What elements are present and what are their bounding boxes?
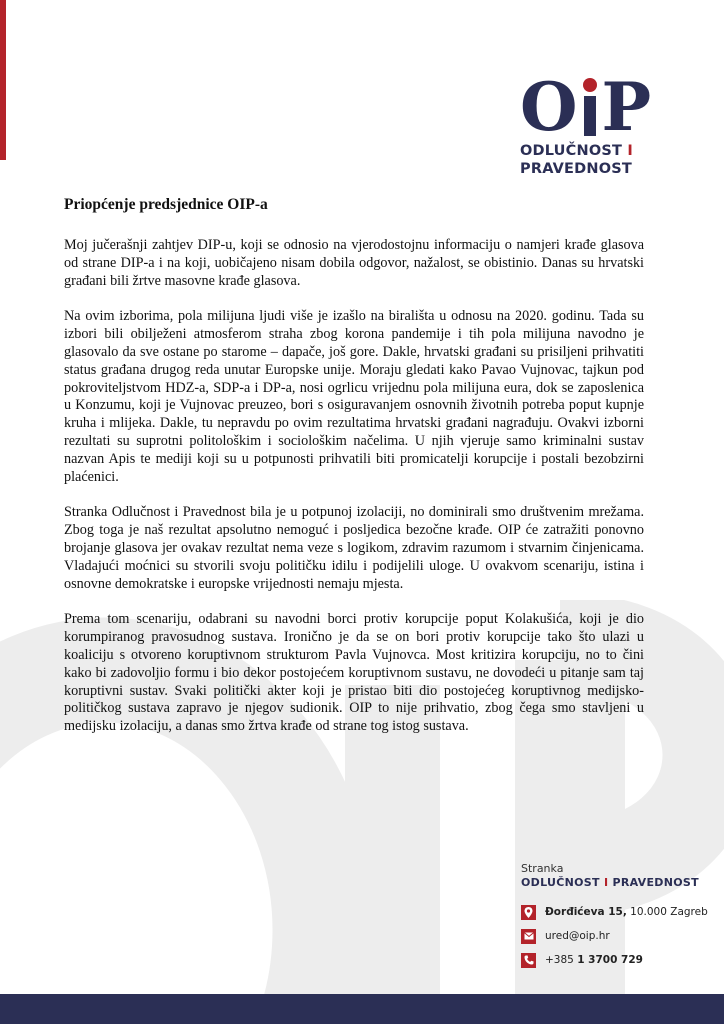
- footer-address: [521, 900, 708, 924]
- paragraph: Na ovim izborima, pola milijuna ljudi više je izašlo na birališta u odnosu na 2020. godinu. Tada su izbori bili obilježeni atmosferom straha zbog korona pandemije i tih pola milijuna navodno je glasovalo da sve ostane po starome – dapače, još gore. Dakle, hrvatski građani su prisiljeni prihvatiti status građana drugog reda unutar Europske unije. Moraju gledati kako Pavao Vujnovac, tajkun pod pokroviteljstvom HDZ-a, SDP-a i DP-a, nosi ogrlicu vrijednu pola milijuna eura, dok se zaposlenica u Konzumu, koji je Vujnovac preuzeo, bori s osiguravanjem osnovnih životnih potreba poput kupnje kruha i mlijeka. Dakle, tu nepravdu po ovim rezultatima hrvatski građani nagrađuju. Ovakvi izborni rezultati su suprotni politološkim i sociološkim načelima. U njih vjeruje samo kriminalni sustav nazvan Apis te mediji koji su u potpunosti prihvatili biti promicatelji korupcije i postali bezobzirni plaćenici.: [64, 308, 644, 485]
- paragraph: Moj jučerašnji zahtjev DIP-u, koji se odnosio na vjerodostojnu informaciju o namjeri krađe glasova od strane DIP-a i na koji, uobičajeno nisam dobila odgovor, nažalost, se obistinio. Danas su hrvatski građani bili žrtve masovne krađe glasova.: [64, 237, 644, 289]
- footer-stranka-label: Stranka: [521, 862, 564, 875]
- footer-party-accent: I: [603, 876, 609, 889]
- paragraph: Prema tom scenariju, odabrani su navodni borci protiv korupcije poput Kolakušića, koji je dio korumpiranog pravosudnog sustava. Ironično je da se on bori protiv korupcije tako što ulazi u koaliciju s otvoreno koruptivnom strukturom Pavla Vujnovca. Most kritizira korupciju, no to čini kako bi zadovoljio formu i bio dekor postojećem koruptivnom sustavu, ne dovodeći u pitanje sam taj koruptivni sustav. Svaki politički akter koji je pristao biti dio postojećeg koruptivnog medijsko-političkog sustava zapravo je njegov sudionik. OIP to nije prihvatio, zbog čega smo stavljeni u medijsku izolaciju, a danas smo žrtva krađe od strane tog istog sustava.: [64, 611, 644, 735]
- logo-letter-p: P: [601, 68, 652, 146]
- phone-text[interactable]: [545, 954, 643, 966]
- document-title: Priopćenje predsjednice OIP-a: [64, 196, 268, 213]
- phone-prefix: +385: [545, 954, 578, 966]
- footer-party-name: [521, 876, 708, 890]
- footer-email: [521, 924, 708, 948]
- document-body: [64, 237, 644, 754]
- footer-party-part2: PRAVEDNOST: [612, 876, 699, 889]
- bottom-brand-bar: [0, 994, 724, 1024]
- address-text: [545, 906, 708, 918]
- logo-i-stem: [584, 96, 596, 136]
- logo-i-dot: [583, 78, 597, 92]
- paragraph: Stranka Odlučnost i Pravednost bila je u potpunoj izolaciji, no dominirali smo društvenim mrežama. Zbog toga je naš rezultat apsolutno nemoguć i posljedica bezočne krađe. OIP će zatražiti ponovno brojanje glasova jer ovakav rezultat nema veze s logikom, zdravim razumom i stvarnim činjenicama. Vladajući moćnici su stvorili svoju političku idilu i podijelili uloge. U ovakvom scenariju, istina i osnovne demokratske i europske vrijednosti nemaju mjesta.: [64, 504, 644, 592]
- left-accent-bar: [0, 0, 6, 160]
- logo-mark: [520, 68, 670, 146]
- email-link[interactable]: ured@oip.hr: [545, 930, 610, 942]
- phone-icon: [521, 953, 536, 968]
- address-street: Đorđićeva 15,: [545, 906, 627, 918]
- logo-wordmark: [520, 142, 670, 178]
- logo-letter-o: O: [520, 68, 578, 146]
- logo-line1-accent: I: [627, 143, 633, 159]
- address-city: 10.000 Zagreb: [626, 906, 708, 918]
- location-pin-icon: [521, 905, 536, 920]
- envelope-icon: [521, 929, 536, 944]
- logo-line1: ODLUČNOST: [520, 143, 623, 159]
- logo-letter-i: [581, 78, 599, 136]
- footer-party-part1: ODLUČNOST: [521, 876, 600, 889]
- oip-logo: [520, 68, 670, 178]
- logo-line2: PRAVEDNOST: [520, 161, 632, 177]
- footer-phone: [521, 948, 708, 972]
- footer-contact: [521, 862, 708, 972]
- phone-number: 1 3700 729: [577, 954, 643, 966]
